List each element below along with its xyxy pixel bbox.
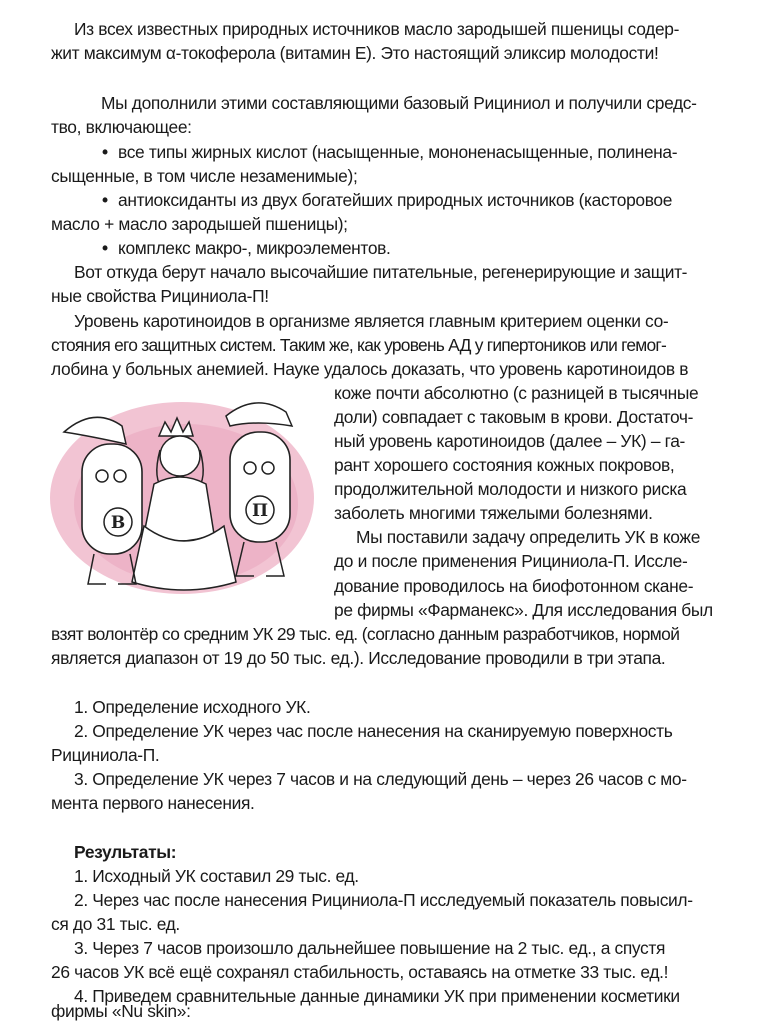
- bullet-icon: [102, 190, 118, 210]
- text-line: заболеть многими тяжелыми болезнями.: [334, 503, 653, 523]
- text-line: масло + масло зародышей пшеницы);: [51, 214, 348, 234]
- text-line: ный уровень каротиноидов (далее – УК) – га-: [334, 431, 686, 451]
- text-line: 2. Через час после нанесения Рициниола-П исследуемый показатель повысил-: [74, 890, 693, 910]
- text-line: тво, включающее:: [51, 117, 192, 137]
- cartoon-illustration: [44, 376, 326, 598]
- text-line: доли) совпадает с таковым в крови. Достаточ-: [334, 407, 694, 427]
- text-line: фирмы «Nu skin»:: [51, 1001, 191, 1021]
- text-line: ные свойства Рициниола-П!: [51, 286, 269, 306]
- bullet-item: • антиоксиданты из двух богатейших природных источников (касторовое: [102, 188, 718, 212]
- bullet-item: • комплекс макро-, микроэлементов.: [102, 236, 391, 260]
- text-line: сыщенные, в том числе незаменимые);: [51, 166, 358, 186]
- text-line: до и после применения Рициниола-П. Иссле-: [334, 551, 688, 571]
- text-line: 1. Исходный УК составил 29 тыс. ед.: [74, 866, 359, 886]
- text-line: взят волонтёр со средним УК 29 тыс. ед. (согласно данным разработчиков, нормой: [51, 624, 680, 644]
- letter-p-icon: П: [251, 501, 269, 521]
- text-line: стояния его защитных систем. Таким же, как уровень АД у гипертоников или гемог-: [51, 335, 667, 355]
- text-line: ре фирмы «Фарманекс». Для исследования был: [334, 600, 713, 620]
- text-line: Вот откуда берут начало высочайшие питательные, регенерирующие и защит-: [74, 262, 688, 282]
- text-line: Мы дополнили этими составляющими базовый Рициниол и получили средс-: [101, 93, 697, 113]
- text-line: 1. Определение исходного УК.: [74, 697, 311, 717]
- text-line: жит максимум α-токоферола (витамин Е). Это настоящий эликсир молодости!: [51, 43, 659, 63]
- text-line: Из всех известных природных источников масло зародышей пшеницы содер-: [74, 19, 680, 39]
- text-line: коже почти абсолютно (с разницей в тысячные: [334, 383, 699, 403]
- text-line: продолжительной молодости и низкого риска: [334, 479, 687, 499]
- text-line: дование проводилось на биофотонном скане-: [334, 576, 694, 596]
- text-line: 3. Определение УК через 7 часов и на следующий день – через 26 часов с мо-: [74, 769, 687, 789]
- text-line: является диапазон от 19 до 50 тыс. ед.). Исследование проводили в три этапа.: [51, 648, 666, 668]
- bullet-item: • все типы жирных кислот (насыщенные, мононенасыщенные, полинена-: [102, 140, 718, 164]
- text-line: 4. Приведем сравнительные данные динамики УК при применении косметики: [74, 986, 680, 1006]
- text-line: Рициниола-П.: [51, 745, 160, 765]
- text-line: 2. Определение УК через час после нанесения на сканируемую поверхность: [74, 721, 673, 741]
- letter-v-icon: В: [110, 513, 126, 533]
- results-heading: Результаты:: [74, 842, 177, 862]
- text-line: лобина у больных анемией. Науке удалось доказать, что уровень каротиноидов в: [51, 359, 689, 379]
- text-line: Уровень каротиноидов в организме является главным критерием оценки со-: [74, 311, 669, 331]
- text-line: 3. Через 7 часов произошло дальнейшее повышение на 2 тыс. ед., а спустя: [74, 938, 666, 958]
- text-line: рант хорошего состояния кожных покровов,: [334, 455, 675, 475]
- bullet-icon: [102, 238, 118, 258]
- text-line: 26 часов УК всё ещё сохранял стабильность, оставаясь на отметке 33 тыс. ед.!: [51, 962, 669, 982]
- bullet-icon: [102, 142, 118, 162]
- text-line: мента первого нанесения.: [51, 793, 255, 813]
- text-line: ся до 31 тыс. ед.: [51, 914, 180, 934]
- text-line: Мы поставили задачу определить УК в коже: [356, 527, 701, 547]
